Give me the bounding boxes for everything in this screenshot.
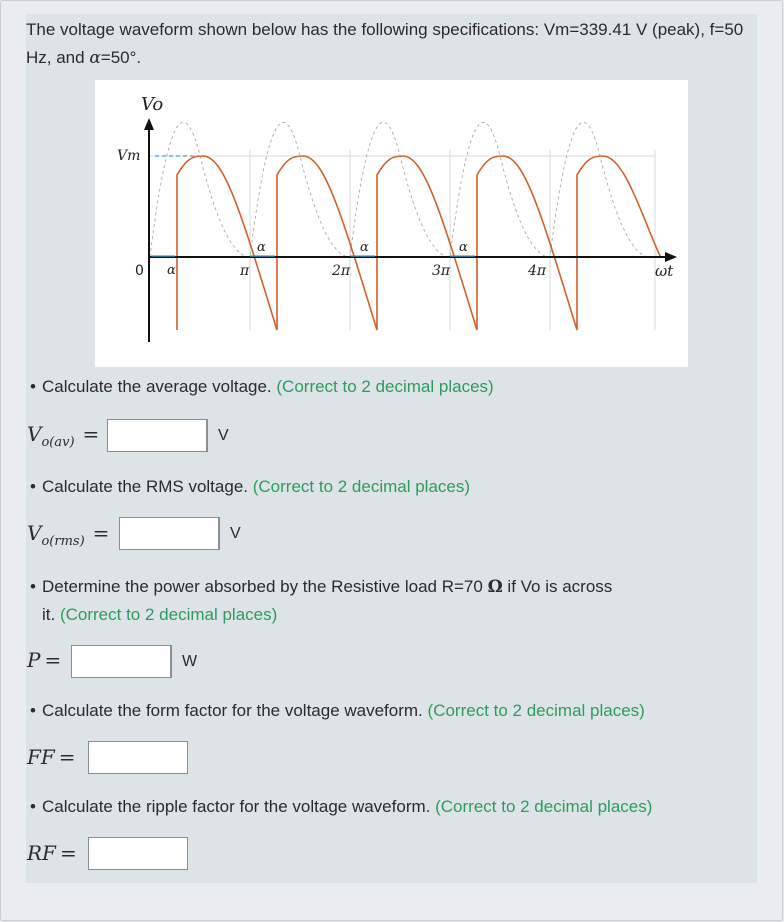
- four-pi-label: 4π: [528, 263, 547, 279]
- form-factor-label: [27, 745, 76, 769]
- precision-note: (Correct to 2 decimal places): [276, 377, 494, 396]
- origin-label: 0: [135, 263, 144, 279]
- precision-note: (Correct to 2 decimal places): [59, 605, 278, 624]
- power-label: [27, 648, 61, 672]
- unit-label: V: [207, 419, 229, 452]
- pi-label: π: [240, 263, 250, 279]
- waveform-diagram: [95, 80, 688, 367]
- power-input[interactable]: [71, 645, 171, 678]
- bullet: •: [30, 377, 36, 396]
- alpha-label-1: α: [257, 240, 266, 255]
- question-text: Calculate the average voltage.: [42, 377, 272, 396]
- precision-note: (Correct to 2 decimal places): [427, 701, 645, 720]
- question-power: [30, 573, 720, 629]
- intro-text-after: =50°.: [100, 48, 142, 67]
- alpha-symbol: α: [89, 48, 101, 68]
- question-average-voltage: [30, 373, 494, 401]
- bullet: •: [30, 797, 36, 816]
- vo-label: Vo: [141, 94, 164, 115]
- rms-voltage-input[interactable]: [119, 517, 219, 550]
- vo-av-label: [27, 422, 99, 450]
- vm-label: Vm: [117, 148, 141, 164]
- var-symbol: FF: [27, 745, 55, 769]
- bullet: •: [30, 701, 36, 720]
- unit-label: V: [219, 517, 241, 550]
- equals-sign: =: [44, 648, 62, 672]
- intro-text-before: The voltage waveform shown below has the following specifications: Vm=339.41 V (peak), f=50 Hz, and: [26, 20, 744, 67]
- unit-label: W: [171, 645, 197, 678]
- var-subscript: o(av): [41, 435, 75, 450]
- full-sine-reference: [150, 122, 650, 257]
- equals-sign: =: [92, 521, 110, 545]
- var-symbol: V: [27, 521, 42, 545]
- two-pi-label: 2π: [332, 263, 351, 279]
- var-subscript: o(rms): [41, 534, 85, 549]
- three-pi-label: 3π: [432, 263, 451, 279]
- y-axis-arrow: [144, 118, 154, 130]
- waveform-figure: [95, 80, 688, 367]
- precision-note: (Correct to 2 decimal places): [435, 797, 653, 816]
- form-factor-input[interactable]: [88, 741, 188, 774]
- alpha-label-3: α: [459, 240, 468, 255]
- ohm-symbol: Ω: [487, 577, 503, 597]
- question-text-line2: it.: [42, 605, 56, 624]
- equals-sign: =: [82, 422, 100, 446]
- question-text: Calculate the ripple factor for the voltage waveform.: [42, 797, 431, 816]
- equals-sign: =: [58, 745, 76, 769]
- var-symbol: RF: [27, 841, 56, 865]
- equals-sign: =: [59, 841, 77, 865]
- precision-note: (Correct to 2 decimal places): [252, 477, 471, 496]
- ripple-factor-input[interactable]: [88, 837, 188, 870]
- alpha-label-2: α: [360, 240, 369, 255]
- x-axis-arrow: [665, 252, 677, 262]
- bullet: •: [30, 577, 36, 596]
- question-text-line1: Determine the power absorbed by the Resistive load R=70: [42, 577, 488, 596]
- problem-statement: [26, 16, 746, 72]
- bullet: •: [30, 477, 36, 496]
- question-rms-voltage: [30, 473, 470, 501]
- ripple-factor-label: [27, 841, 77, 865]
- question-form-factor: [30, 697, 645, 725]
- omega-t-label: ωt: [655, 262, 674, 280]
- average-voltage-input[interactable]: [107, 419, 207, 452]
- question-text-line1-end: if Vo is across: [502, 577, 613, 596]
- var-symbol: V: [27, 422, 42, 446]
- question-text: Calculate the RMS voltage.: [42, 477, 248, 496]
- var-symbol: P: [27, 648, 41, 672]
- question-text: Calculate the form factor for the voltage waveform.: [42, 701, 423, 720]
- alpha-label-0: α: [167, 263, 176, 278]
- vo-rms-label: [27, 521, 109, 549]
- question-ripple-factor: [30, 793, 652, 821]
